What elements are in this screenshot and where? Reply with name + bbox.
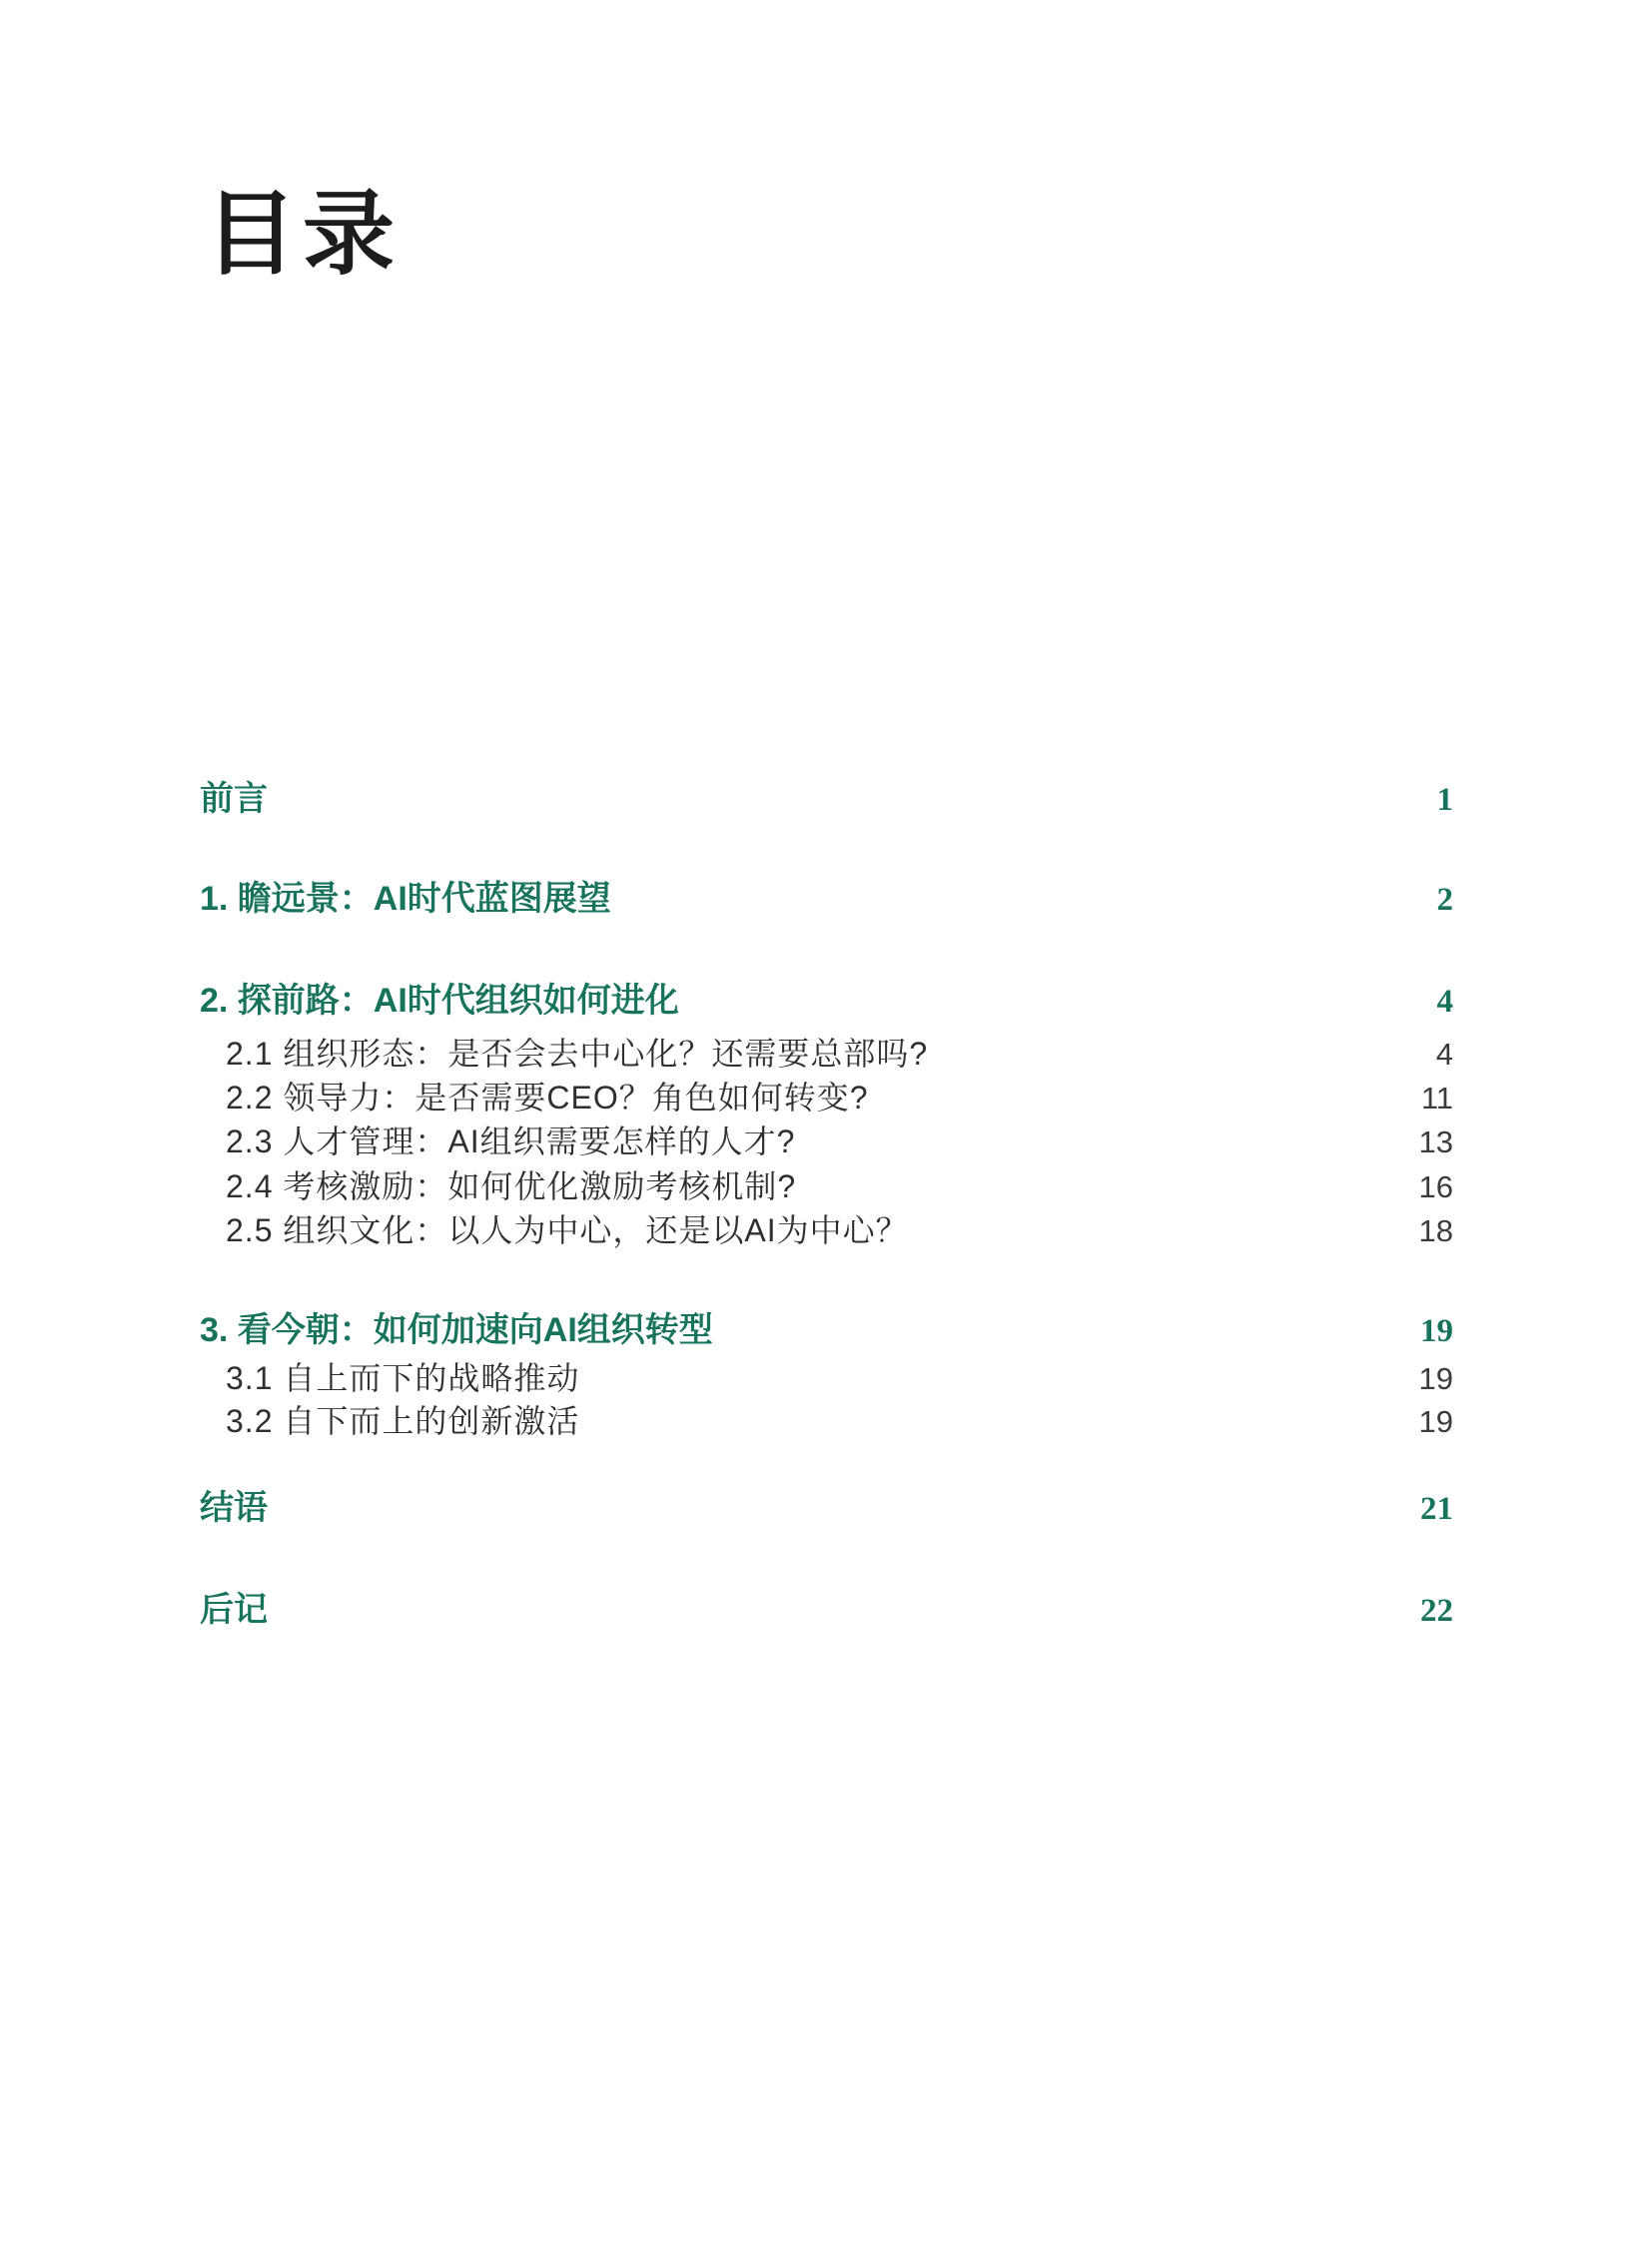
toc-entry[interactable] xyxy=(200,1313,1453,1348)
toc-entry-label: 2.3 人才管理：AI组织需要怎样的人才? xyxy=(226,1123,796,1159)
toc-entry-page-number: 21 xyxy=(1420,1491,1453,1527)
toc-entry-label: 2.1 组织形态：是否会去中心化？还需要总部吗? xyxy=(226,1036,929,1072)
toc-entry[interactable] xyxy=(200,1491,1453,1526)
toc-entry-label: 3.2 自下而上的创新激活 xyxy=(226,1403,580,1439)
toc-entry-page-number: 4 xyxy=(1435,1037,1453,1072)
toc-entry[interactable] xyxy=(200,984,1453,1019)
toc-entry-page-number: 4 xyxy=(1436,984,1453,1020)
toc-entry-page-number: 13 xyxy=(1418,1124,1453,1159)
toc-entry[interactable] xyxy=(226,1405,1453,1437)
page-title: 目录 xyxy=(205,180,402,288)
toc-entry[interactable] xyxy=(200,782,1453,817)
toc-entry[interactable] xyxy=(226,1082,1453,1114)
toc-entry-label: 2.5 组织文化：以人为中心，还是以AI为中心？ xyxy=(226,1212,909,1248)
toc-entry-label: 2.2 领导力：是否需要CEO？角色如何转变? xyxy=(226,1080,869,1116)
toc-entry-page-number: 2 xyxy=(1436,882,1453,918)
toc-entry-page-number: 18 xyxy=(1418,1213,1453,1248)
toc-entry[interactable] xyxy=(226,1362,1453,1394)
toc-entry-page-number: 1 xyxy=(1436,782,1453,818)
toc-entry[interactable] xyxy=(226,1125,1453,1157)
toc-entry[interactable] xyxy=(226,1038,1453,1070)
toc-entry[interactable] xyxy=(226,1214,1453,1246)
toc-entry[interactable] xyxy=(226,1170,1453,1202)
toc-entry-page-number: 16 xyxy=(1418,1169,1453,1204)
toc-entry-page-number: 19 xyxy=(1418,1361,1453,1396)
toc-entry-label: 2.4 考核激励：如何优化激励考核机制? xyxy=(226,1168,797,1204)
toc-entry[interactable] xyxy=(200,882,1453,917)
toc-entry[interactable] xyxy=(200,1593,1453,1628)
toc-entry-label: 结语 xyxy=(200,1489,268,1527)
toc-entry-page-number: 19 xyxy=(1418,1404,1453,1439)
toc-entry-label: 2. 探前路：AI时代组织如何进化 xyxy=(200,982,679,1020)
toc-entry-page-number: 19 xyxy=(1420,1313,1453,1349)
toc-entry-page-number: 22 xyxy=(1420,1593,1453,1629)
toc-entry-label: 3.1 自上而下的战略推动 xyxy=(226,1360,580,1396)
toc-entry-label: 前言 xyxy=(200,780,268,818)
toc-entry-label: 1. 瞻远景：AI时代蓝图展望 xyxy=(200,880,611,918)
toc-entry-label: 3. 看今朝：如何加速向AI组织转型 xyxy=(200,1311,713,1349)
toc-entry-page-number: 11 xyxy=(1420,1081,1453,1116)
toc-entry-label: 后记 xyxy=(200,1591,268,1629)
